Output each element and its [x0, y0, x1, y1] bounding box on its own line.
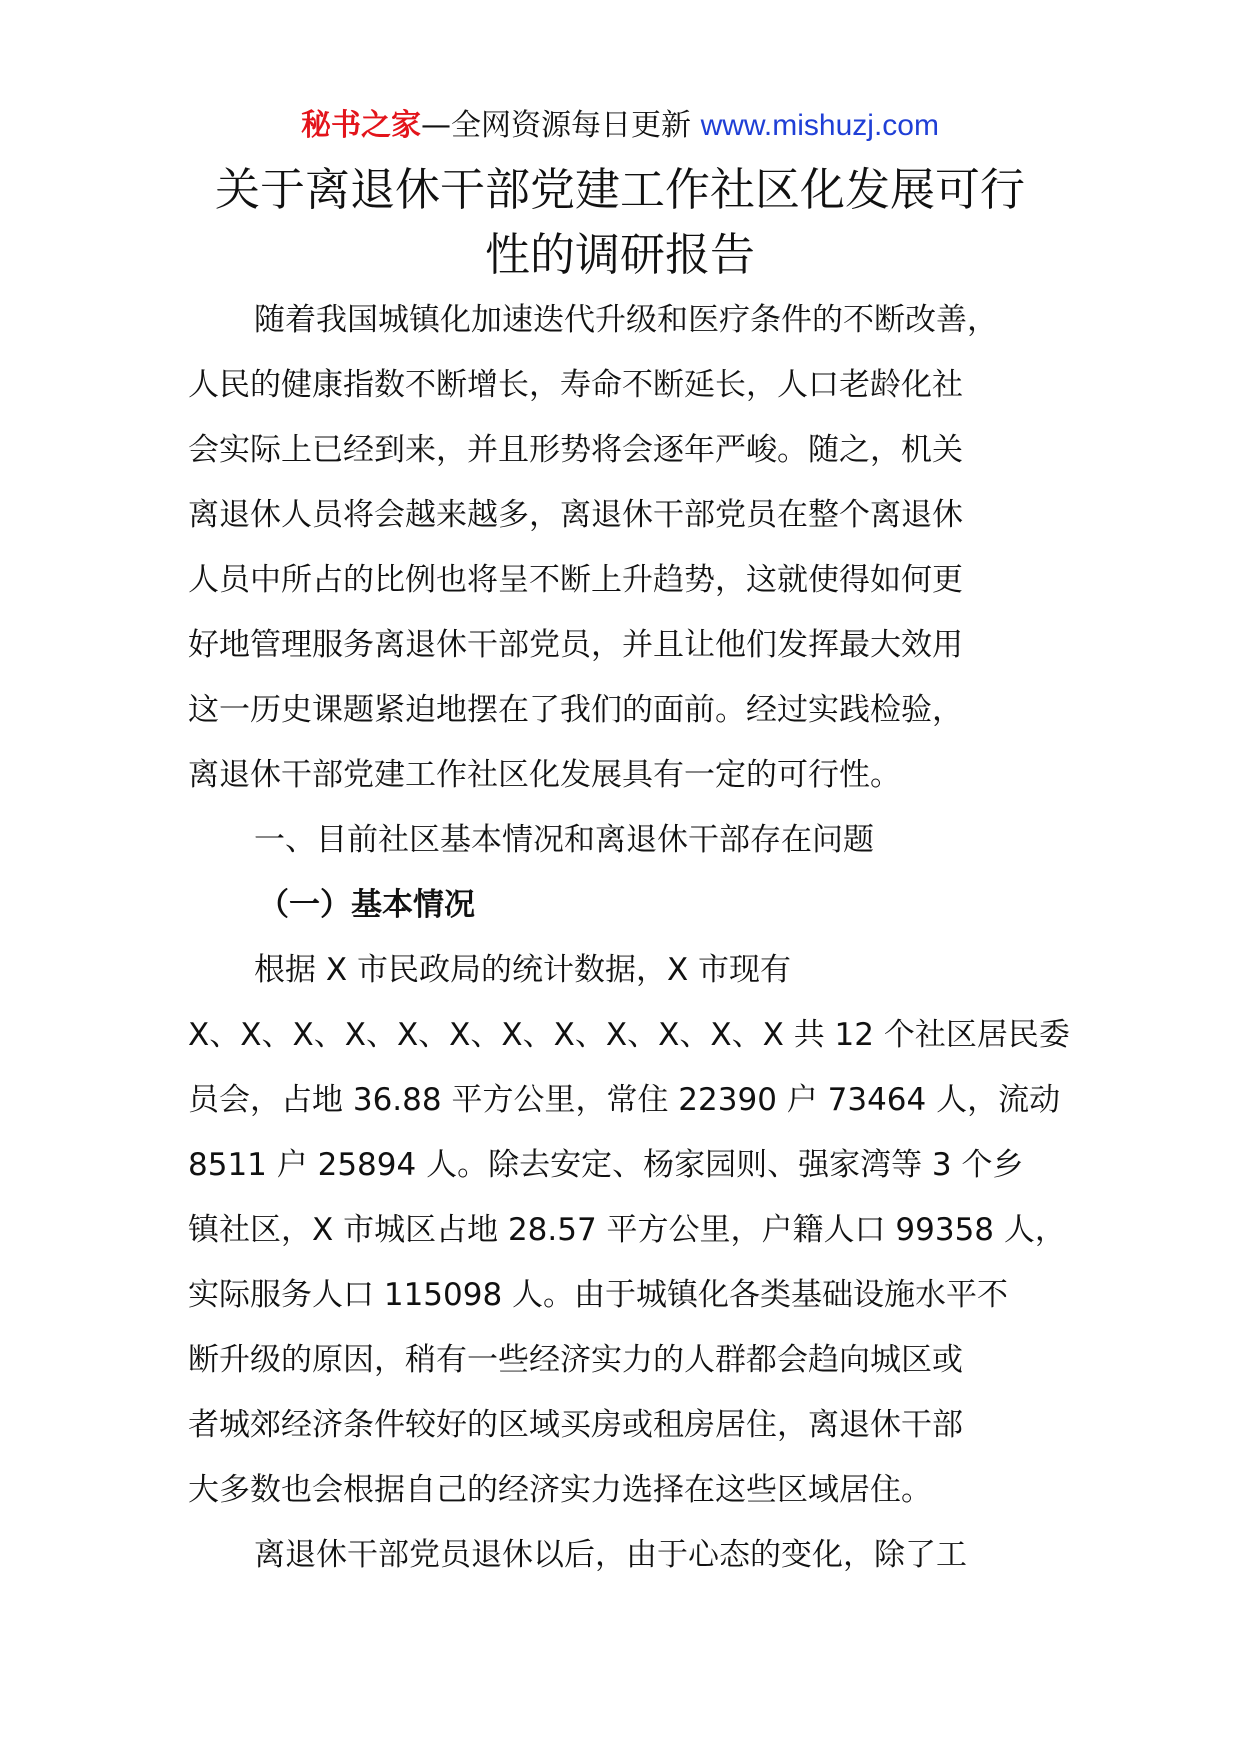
paragraph-line: 镇社区，X 市城区占地 28.57 平方公里，户籍人口 99358 人， — [188, 1212, 1066, 1248]
paragraph-line: 会实际上已经到来，并且形势将会逐年严峻。随之，机关 — [188, 432, 963, 468]
paragraph-line: 好地管理服务离退休干部党员，并且让他们发挥最大效用 — [188, 627, 963, 663]
brand-tagline: —全网资源每日更新 — [421, 108, 692, 143]
paragraph-line: 8511 户 25894 人。除去安定、杨家园则、强家湾等 3 个乡 — [188, 1147, 1024, 1183]
paragraph-line: 这一历史课题紧迫地摆在了我们的面前。经过实践检验， — [188, 692, 963, 728]
site-header-banner — [0, 104, 1240, 148]
paragraph-line: 离退休干部党建工作社区化发展具有一定的可行性。 — [188, 757, 901, 793]
document-title — [180, 160, 1060, 290]
paragraph-line: 员会，占地 36.88 平方公里，常住 22390 户 73464 人，流动 — [188, 1082, 1061, 1118]
paragraph-line: X、X、X、X、X、X、X、X、X、X、X、X 共 12 个社区居民委 — [188, 1017, 1070, 1053]
paragraph-line: 断升级的原因，稍有一些经济实力的人群都会趋向城区或 — [188, 1342, 963, 1378]
paragraph-line: 人员中所占的比例也将呈不断上升趋势，这就使得如何更 — [188, 562, 963, 598]
title-line: 性的调研报告 — [484, 228, 755, 281]
paragraph-line: 离退休人员将会越来越多，离退休干部党员在整个离退休 — [188, 497, 963, 533]
paragraph-line: 根据 X 市民政局的统计数据，X 市现有 — [254, 952, 792, 988]
site-url-link[interactable]: www.mishuzj.com — [700, 109, 939, 142]
paragraph-line: 离退休干部党员退休以后，由于心态的变化，除了工 — [254, 1537, 967, 1573]
paragraph-line: 随着我国城镇化加速迭代升级和医疗条件的不断改善， — [254, 302, 998, 338]
paragraph-line: 人民的健康指数不断增长，寿命不断延长，人口老龄化社 — [188, 367, 963, 403]
brand-name: 秘书之家 — [301, 108, 422, 143]
title-line: 关于离退休干部党建工作社区化发展可行 — [214, 163, 1025, 216]
paragraph-line: 大多数也会根据自己的经济实力选择在这些区域居住。 — [188, 1472, 932, 1508]
subsection-heading: （一）基本情况 — [258, 887, 475, 923]
paragraph-line: 实际服务人口 115098 人。由于城镇化各类基础设施水平不 — [188, 1277, 1009, 1313]
section-heading: 一、目前社区基本情况和离退休干部存在问题 — [254, 822, 874, 858]
paragraph-line: 者城郊经济条件较好的区域买房或租房居住，离退休干部 — [188, 1407, 963, 1443]
document-body — [188, 288, 1068, 1588]
